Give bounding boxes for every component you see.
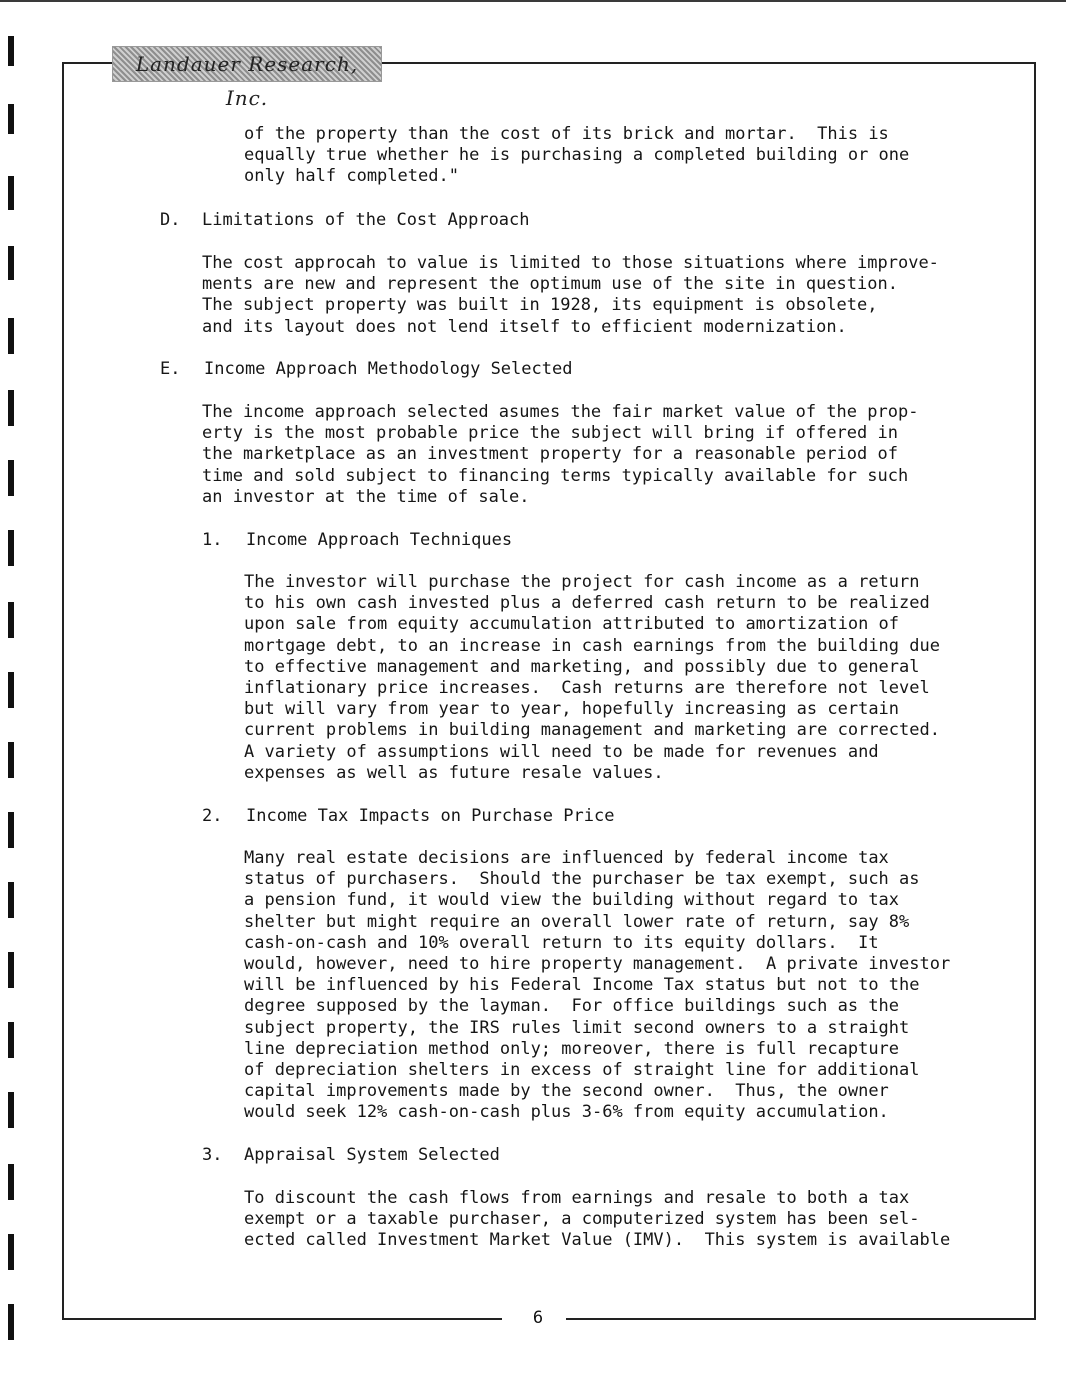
binder-hole [8,460,14,496]
quote-continuation: of the property than the cost of its brick and mortar. This is equally true whether he is purchasing a completed building or one only half completed." [244,124,910,187]
binder-hole [8,176,14,210]
item-3-marker: 3. [202,1145,223,1165]
frame-bottom-rule-right [566,1318,1036,1320]
item-2-marker: 2. [202,806,223,826]
frame-bottom-rule-left [62,1318,502,1320]
item-1-marker: 1. [202,530,223,550]
company-logo [112,46,382,110]
binder-hole [8,36,14,66]
section-e-heading: Income Approach Methodology Selected [204,359,573,379]
binder-hole [8,1164,14,1200]
binder-hole [8,246,14,280]
section-e-marker: E. [160,359,181,379]
logo-text: Landauer Research, Inc. [135,52,359,110]
binder-hole [8,104,14,134]
binder-hole [8,318,14,354]
binder-hole [8,602,14,638]
section-d-heading: Limitations of the Cost Approach [202,210,530,230]
page-top-rule [0,0,1066,2]
item-1-heading: Income Approach Techniques [246,530,513,550]
binder-hole [8,1092,14,1128]
binder-hole [8,1022,14,1058]
section-d-marker: D. [160,210,181,230]
binder-hole [8,742,14,778]
page-number: 6 [532,1308,544,1328]
item-2-heading: Income Tax Impacts on Purchase Price [246,806,615,826]
binder-hole [8,1234,14,1270]
binder-hole [8,812,14,848]
binder-hole [8,1304,14,1340]
binder-hole [8,530,14,566]
item-1-body: The investor will purchase the project for cash income as a return to his own cash invested plus a deferred cash return to be realized upon sale from equity accumulation attributed to amortization of mortgage debt, to an increase in cash earnings from the building due to effective management and marketing, and possibly due to general inflationary price increases. Cash returns are therefore not level but will vary from year to year, hopefully increasing as certain current problems in building management and marketing are corrected. A variety of assumptions will need to be made for revenues and expenses as well as future resale values. [244,572,940,783]
item-3-heading: Appraisal System Selected [244,1145,500,1165]
binder-hole [8,672,14,708]
item-2-body: Many real estate decisions are influenced by federal income tax status of purchasers. Should the purchaser be tax exempt, such as a pension fund, it would view the building without regard to tax shelter but might require an overall lower rate of return, say 8% cash-on-cash and 10% overall return to its equity dollars. It would, however, need to hire property management. A private investor will be influenced by his Federal Income Tax status but not to the degree supposed by the layman. For office buildings such as the subject property, the IRS rules limit second owners to a straight line depreciation method only; moreover, there is full recapture of depreciation shelters in excess of straight line for additional capital improvements made by the second owner. Thus, the owner would seek 12% cash-on-cash plus 3-6% from equity accumulation. [244,848,951,1123]
item-3-body: To discount the cash flows from earnings and resale to both a tax exempt or a taxable purchaser, a computerized system has been sel- ected called Investment Market Value (IMV). This system is available [244,1188,951,1251]
binder-hole [8,882,14,918]
section-e-body: The income approach selected asumes the fair market value of the prop- erty is the most probable price the subject will bring if offered in the marketplace as an investment property for a reasonable period of time and sold subject to financing terms typically available for such an investor at the time of sale. [202,402,919,507]
section-d-body: The cost approcah to value is limited to those situations where improve- ments are new and represent the optimum use of the site in question. The subject property was built in 1928, its equipment is obsolete, and its layout does not lend itself to efficient modernization. [202,253,939,337]
binder-hole [8,390,14,426]
binder-hole [8,952,14,988]
